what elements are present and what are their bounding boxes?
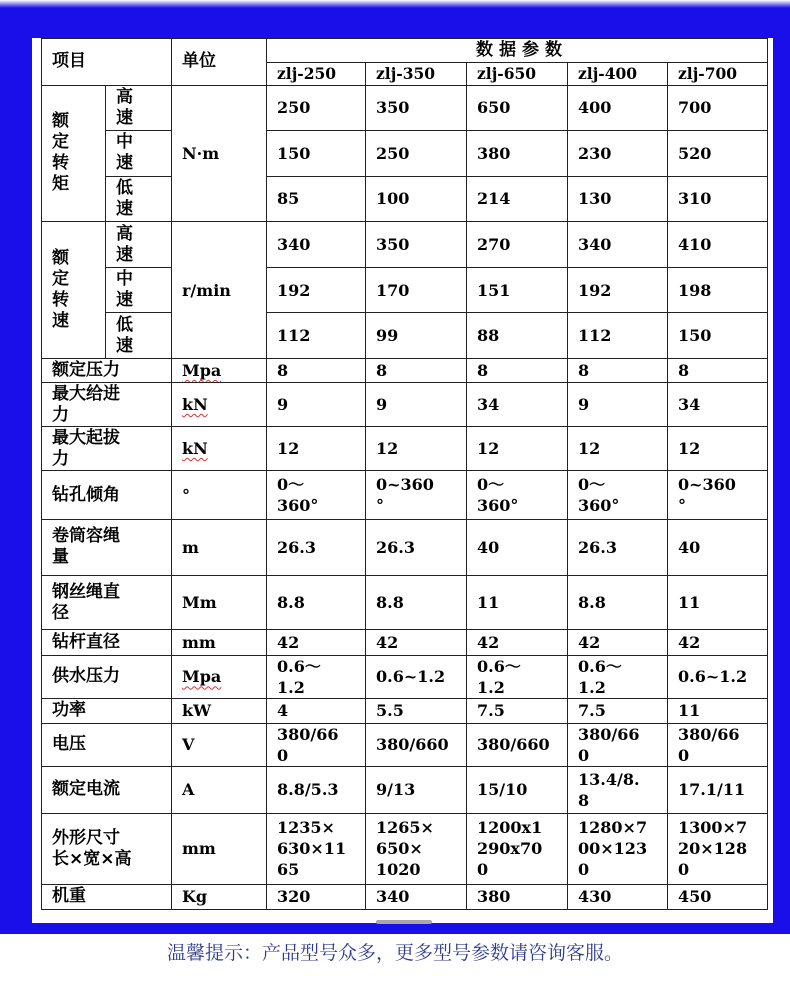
table-row — [42, 383, 768, 427]
value-cell: 650 — [467, 85, 568, 131]
value-cell: 42 — [467, 630, 568, 655]
unit-header: 单位 — [172, 39, 267, 86]
value-cell: 250 — [267, 85, 366, 131]
value-cell: 8.8 — [366, 575, 467, 630]
model-header: zlj-650 — [467, 63, 568, 85]
speed-label: 中 速 — [106, 267, 172, 313]
unit-cell — [172, 813, 267, 884]
unit-text: Mpa — [182, 361, 222, 381]
value-cell: 99 — [366, 313, 467, 359]
value-cell: 40 — [467, 519, 568, 575]
row-label: 电压 — [42, 723, 172, 767]
model-header: zlj-400 — [568, 63, 668, 85]
unit-text: V — [182, 735, 195, 755]
speed-label: 低 速 — [106, 313, 172, 359]
value-cell: 7.5 — [467, 699, 568, 723]
header-row — [42, 39, 768, 63]
speed-label: 高 速 — [106, 222, 172, 268]
rpm-unit: r/min — [172, 222, 267, 359]
table-row — [42, 723, 768, 767]
value-cell: 151 — [467, 267, 568, 313]
value-cell: 9 — [366, 383, 467, 427]
spec-sheet — [32, 38, 773, 923]
row-label: 额定压力 — [42, 358, 172, 382]
value-cell: 112 — [267, 313, 366, 359]
row-label: 卷筒容绳 量 — [42, 519, 172, 575]
value-cell: 0～ 360° — [467, 471, 568, 520]
table-row — [42, 313, 768, 359]
row-label: 额定电流 — [42, 767, 172, 814]
value-cell: 0.6~1.2 — [668, 655, 768, 699]
value-cell: 42 — [668, 630, 768, 655]
table-row — [42, 176, 768, 222]
unit-text: kN — [182, 395, 208, 415]
value-cell: 380/660 — [366, 723, 467, 767]
row-label: 钢丝绳直 径 — [42, 575, 172, 630]
value-cell: 380 — [467, 884, 568, 909]
value-cell: 430 — [568, 884, 668, 909]
table-row — [42, 267, 768, 313]
value-cell: 0～ 360° — [267, 471, 366, 520]
value-cell: 8 — [467, 358, 568, 382]
value-cell: 0~360 ° — [366, 471, 467, 520]
value-cell: 380/66 0 — [267, 723, 366, 767]
value-cell: 100 — [366, 176, 467, 222]
value-cell: 380/66 0 — [668, 723, 768, 767]
unit-cell — [172, 575, 267, 630]
value-cell: 0～ 360° — [568, 471, 668, 520]
value-cell: 350 — [366, 222, 467, 268]
scroll-handle[interactable] — [376, 920, 432, 924]
page-frame — [0, 8, 790, 934]
value-cell: 214 — [467, 176, 568, 222]
table-row — [42, 813, 768, 884]
value-cell: 12 — [366, 426, 467, 471]
row-label: 钻孔倾角 — [42, 471, 172, 520]
value-cell: 12 — [568, 426, 668, 471]
value-cell: 13.4/8. 8 — [568, 767, 668, 814]
value-cell: 0.6～ 1.2 — [267, 655, 366, 699]
spec-table — [41, 38, 768, 910]
table-row — [42, 884, 768, 909]
unit-text: ° — [182, 485, 190, 505]
value-cell: 8.8 — [267, 575, 366, 630]
value-cell: 340 — [267, 222, 366, 268]
value-cell: 340 — [568, 222, 668, 268]
unit-cell — [172, 630, 267, 655]
value-cell: 270 — [467, 222, 568, 268]
value-cell: 310 — [668, 176, 768, 222]
value-cell: 150 — [668, 313, 768, 359]
unit-text: Mm — [182, 593, 217, 613]
value-cell: 380/660 — [467, 723, 568, 767]
value-cell: 8 — [366, 358, 467, 382]
row-label: 钻杆直径 — [42, 630, 172, 655]
row-label: 供水压力 — [42, 655, 172, 699]
value-cell: 320 — [267, 884, 366, 909]
value-cell: 42 — [568, 630, 668, 655]
table-row — [42, 630, 768, 655]
value-cell: 85 — [267, 176, 366, 222]
row-label: 功率 — [42, 699, 172, 723]
value-cell: 88 — [467, 313, 568, 359]
unit-text: kN — [182, 439, 208, 459]
value-cell: 8 — [267, 358, 366, 382]
value-cell: 380/66 0 — [568, 723, 668, 767]
speed-label: 高 速 — [106, 85, 172, 131]
torque-label: 额 定 转 矩 — [42, 85, 106, 222]
item-header: 项目 — [42, 39, 172, 86]
value-cell: 1200x1 290x70 0 — [467, 813, 568, 884]
value-cell: 12 — [668, 426, 768, 471]
value-cell: 26.3 — [267, 519, 366, 575]
value-cell: 520 — [668, 131, 768, 177]
value-cell: 150 — [267, 131, 366, 177]
unit-cell — [172, 699, 267, 723]
value-cell: 26.3 — [366, 519, 467, 575]
value-cell: 42 — [267, 630, 366, 655]
value-cell: 15/10 — [467, 767, 568, 814]
unit-cell — [172, 426, 267, 471]
value-cell: 34 — [668, 383, 768, 427]
params-header: 数据参数 — [267, 39, 768, 63]
model-header: zlj-250 — [267, 63, 366, 85]
value-cell: 5.5 — [366, 699, 467, 723]
model-header: zlj-700 — [668, 63, 768, 85]
table-row — [42, 655, 768, 699]
value-cell: 340 — [366, 884, 467, 909]
value-cell: 1300×7 20×128 0 — [668, 813, 768, 884]
value-cell: 380 — [467, 131, 568, 177]
table-row — [42, 358, 768, 382]
value-cell: 192 — [267, 267, 366, 313]
table-row — [42, 575, 768, 630]
value-cell: 26.3 — [568, 519, 668, 575]
unit-text: Kg — [182, 887, 208, 907]
unit-text: m — [182, 537, 199, 557]
value-cell: 12 — [467, 426, 568, 471]
value-cell: 198 — [668, 267, 768, 313]
value-cell: 8 — [668, 358, 768, 382]
value-cell: 0.6~1.2 — [366, 655, 467, 699]
table-row — [42, 471, 768, 520]
unit-cell — [172, 723, 267, 767]
value-cell: 170 — [366, 267, 467, 313]
value-cell: 7.5 — [568, 699, 668, 723]
value-cell: 34 — [467, 383, 568, 427]
value-cell: 1280×7 00×123 0 — [568, 813, 668, 884]
row-label: 最大起拔 力 — [42, 426, 172, 471]
model-header: zlj-350 — [366, 63, 467, 85]
value-cell: 350 — [366, 85, 467, 131]
value-cell: 11 — [668, 699, 768, 723]
table-row — [42, 131, 768, 177]
value-cell: 8.8/5.3 — [267, 767, 366, 814]
unit-text: Mpa — [182, 667, 222, 687]
table-row — [42, 767, 768, 814]
value-cell: 12 — [267, 426, 366, 471]
value-cell: 8.8 — [568, 575, 668, 630]
value-cell: 0.6～ 1.2 — [467, 655, 568, 699]
table-row — [42, 699, 768, 723]
value-cell: 11 — [467, 575, 568, 630]
unit-cell — [172, 471, 267, 520]
value-cell: 700 — [668, 85, 768, 131]
value-cell: 8 — [568, 358, 668, 382]
value-cell: 9 — [568, 383, 668, 427]
torque-unit: N·m — [172, 85, 267, 222]
value-cell: 1265× 650× 1020 — [366, 813, 467, 884]
value-cell: 250 — [366, 131, 467, 177]
speed-label: 低 速 — [106, 176, 172, 222]
value-cell: 0.6～ 1.2 — [568, 655, 668, 699]
value-cell: 192 — [568, 267, 668, 313]
value-cell: 4 — [267, 699, 366, 723]
unit-text: kW — [182, 701, 212, 721]
table-row — [42, 426, 768, 471]
value-cell: 9/13 — [366, 767, 467, 814]
row-label: 机重 — [42, 884, 172, 909]
value-cell: 112 — [568, 313, 668, 359]
unit-text: mm — [182, 839, 216, 859]
value-cell: 0~360 ° — [668, 471, 768, 520]
row-label: 外形尺寸 长×宽×高 — [42, 813, 172, 884]
unit-cell — [172, 383, 267, 427]
unit-cell — [172, 884, 267, 909]
value-cell: 42 — [366, 630, 467, 655]
value-cell: 450 — [668, 884, 768, 909]
rpm-label: 额 定 转 速 — [42, 222, 106, 359]
unit-cell — [172, 519, 267, 575]
speed-label: 中 速 — [106, 131, 172, 177]
value-cell: 40 — [668, 519, 768, 575]
unit-cell — [172, 767, 267, 814]
value-cell: 11 — [668, 575, 768, 630]
value-cell: 9 — [267, 383, 366, 427]
table-row — [42, 222, 768, 268]
value-cell: 400 — [568, 85, 668, 131]
customer-tip: 温馨提示：产品型号众多，更多型号参数请咨询客服。 — [166, 942, 623, 964]
row-label: 最大给进 力 — [42, 383, 172, 427]
unit-cell — [172, 655, 267, 699]
unit-cell — [172, 358, 267, 382]
value-cell: 1235× 630×11 65 — [267, 813, 366, 884]
unit-text: mm — [182, 633, 216, 653]
value-cell: 130 — [568, 176, 668, 222]
value-cell: 230 — [568, 131, 668, 177]
table-row — [42, 519, 768, 575]
value-cell: 17.1/11 — [668, 767, 768, 814]
unit-text: A — [182, 780, 195, 800]
table-row — [42, 85, 768, 131]
value-cell: 410 — [668, 222, 768, 268]
